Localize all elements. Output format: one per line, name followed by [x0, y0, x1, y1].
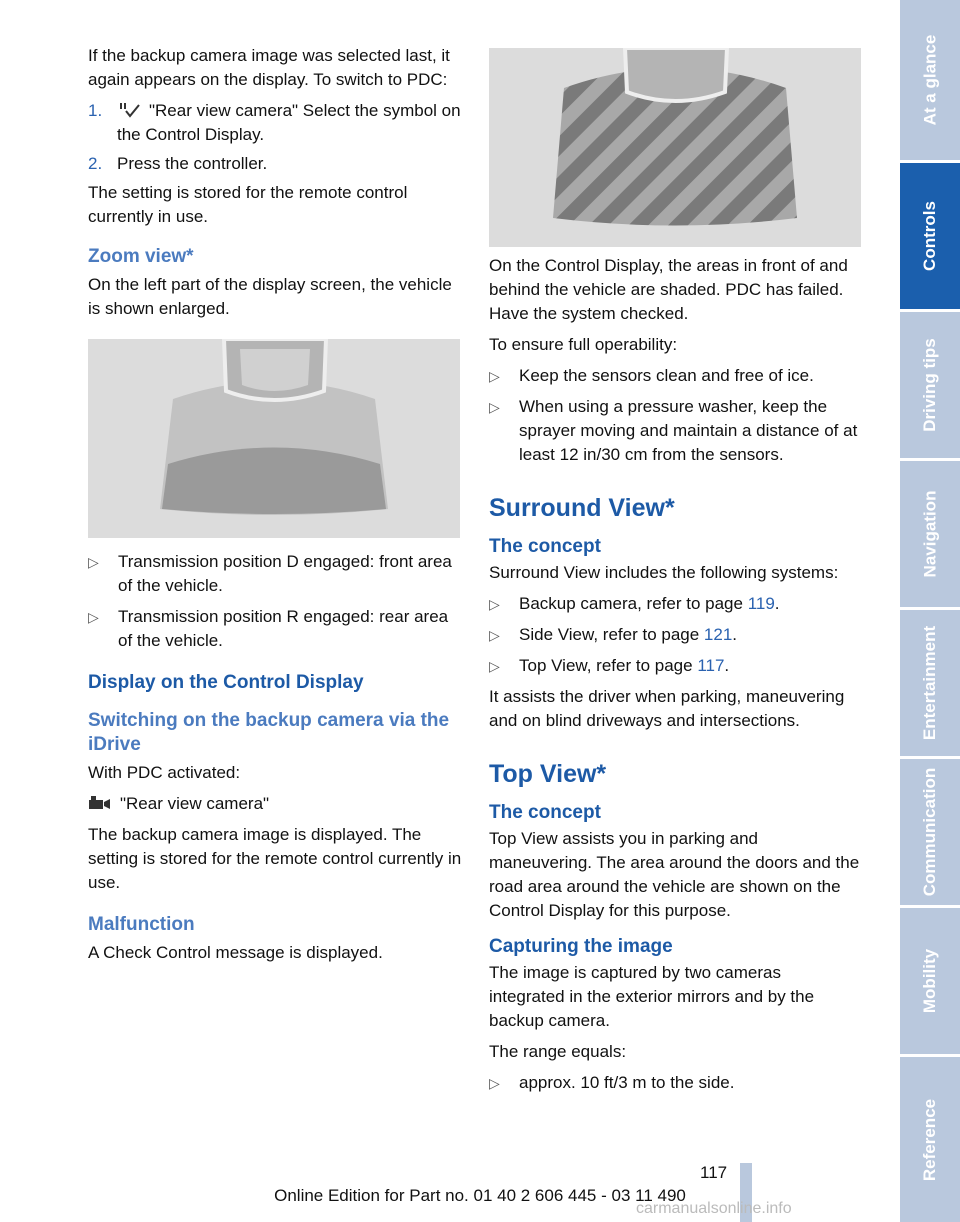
step-text: Press the controller.	[117, 154, 268, 173]
rear-view-label: "Rear view camera"	[120, 794, 270, 813]
triangle-bullet-icon: ▷	[88, 609, 99, 625]
topview-heading: Top View*	[489, 760, 607, 788]
tab-driving-tips[interactable]: Driving tips	[900, 312, 960, 458]
list-item-text: Keep the sensors clean and free of ice.	[519, 366, 814, 385]
watermark: carmanualsonline.info	[636, 1200, 792, 1217]
pdc-activated: With PDC activated:	[88, 763, 241, 782]
capturing-heading: Capturing the image	[489, 936, 673, 957]
list-item	[88, 550, 462, 598]
zoom-paragraph: On the left part of the display screen, the vehicle is shown enlarged.	[88, 275, 452, 318]
chapter-tabs	[900, 0, 960, 1222]
switching-heading: Switching on the backup camera via the iDrive	[88, 710, 450, 755]
list-item: ▷ Top View, refer to page 117.	[489, 654, 861, 678]
list-item-text: When using a pressure washer, keep the sprayer moving and maintain a distance of at least 12 in/30 cm from the sensors.	[519, 397, 858, 464]
intro-paragraph: If the backup camera image was selected last, it again appears on the display. To switch to PDC:	[88, 46, 450, 89]
zoom-view-figure	[88, 339, 460, 538]
topview-paragraph: Top View assists you in parking and maneuvering. The area around the doors and the road area around the vehicle are shown on the Control Display for this purpose.	[489, 829, 860, 920]
pdc-failed-illustration	[489, 48, 861, 247]
step-number: 1.	[88, 101, 103, 120]
malfunction-heading: Malfunction	[88, 914, 195, 935]
right-column	[489, 254, 861, 1102]
triangle-bullet-icon: ▷	[489, 627, 500, 643]
tab-reference[interactable]: Reference	[900, 1057, 960, 1222]
triangle-bullet-icon: ▷	[489, 1075, 500, 1091]
list-item	[489, 395, 861, 467]
triangle-bullet-icon: ▷	[489, 399, 500, 415]
rear-view-camera-icon	[88, 794, 114, 812]
concept-heading: The concept	[489, 536, 601, 557]
assists-paragraph: It assists the driver when parking, maneuvering and on blind driveways and intersections.	[489, 687, 845, 730]
list-item	[489, 1071, 861, 1095]
triangle-bullet-icon: ▷	[489, 368, 500, 384]
tab-mobility[interactable]: Mobility	[900, 908, 960, 1054]
step-2	[88, 152, 462, 176]
displayed-paragraph: The backup camera image is displayed. The setting is stored for the remote control currently in use.	[88, 825, 462, 892]
tab-entertainment[interactable]: Entertainment	[900, 610, 960, 756]
footer-text: Online Edition for Part no. 01 40 2 606 445 - 03 11 490	[274, 1186, 686, 1205]
step-1	[88, 99, 462, 147]
triangle-bullet-icon: ▷	[88, 554, 99, 570]
left-column-lower	[88, 550, 462, 972]
list-item-text: Transmission position D engaged: front area of the vehicle.	[118, 552, 452, 595]
stored-paragraph: The setting is stored for the remote control currently in use.	[88, 183, 408, 226]
rear-view-camera-icon	[117, 101, 143, 119]
tab-at-a-glance[interactable]: At a glance	[900, 0, 960, 160]
page-number: 117	[700, 1163, 728, 1182]
list-item-text: Transmission position R engaged: rear area of the vehicle.	[118, 607, 449, 650]
concept2-heading: The concept	[489, 802, 601, 823]
ensure-paragraph: To ensure full operability:	[489, 335, 678, 354]
capturing-paragraph: The image is captured by two cameras integrated in the exterior mirrors and by the backup camera.	[489, 963, 815, 1030]
left-column	[88, 44, 462, 328]
tab-controls[interactable]: Controls	[900, 163, 960, 309]
zoom-heading: Zoom view*	[88, 246, 194, 267]
surround-paragraph: Surround View includes the following systems:	[489, 563, 839, 582]
surround-heading: Surround View*	[489, 494, 675, 522]
range-paragraph: The range equals:	[489, 1042, 627, 1061]
zoom-view-illustration	[88, 339, 460, 538]
list-item	[88, 605, 462, 653]
triangle-bullet-icon: ▷	[489, 658, 500, 674]
rear-view-line	[88, 792, 462, 816]
page-link[interactable]: 119	[747, 594, 775, 613]
failed-paragraph: On the Control Display, the areas in front of and behind the vehicle are shaded. PDC has failed. Have the system checked.	[489, 256, 848, 323]
step-number: 2.	[88, 154, 103, 173]
display-heading: Display on the Control Display	[88, 672, 364, 693]
step-text: "Rear view camera" Select the symbol on the Control Display.	[117, 101, 461, 144]
page-link[interactable]: 117	[697, 656, 725, 675]
triangle-bullet-icon: ▷	[489, 596, 500, 612]
malfunction-paragraph: A Check Control message is displayed.	[88, 943, 383, 962]
list-item-text: approx. 10 ft/3 m to the side.	[519, 1073, 735, 1092]
tab-navigation[interactable]: Navigation	[900, 461, 960, 607]
tab-communication[interactable]: Communication	[900, 759, 960, 905]
list-item: ▷ Backup camera, refer to page 119.	[489, 592, 861, 616]
pdc-failed-figure	[489, 48, 861, 247]
list-item	[489, 364, 861, 388]
page-link[interactable]: 121	[703, 625, 733, 644]
list-item: ▷ Side View, refer to page 121.	[489, 623, 861, 647]
